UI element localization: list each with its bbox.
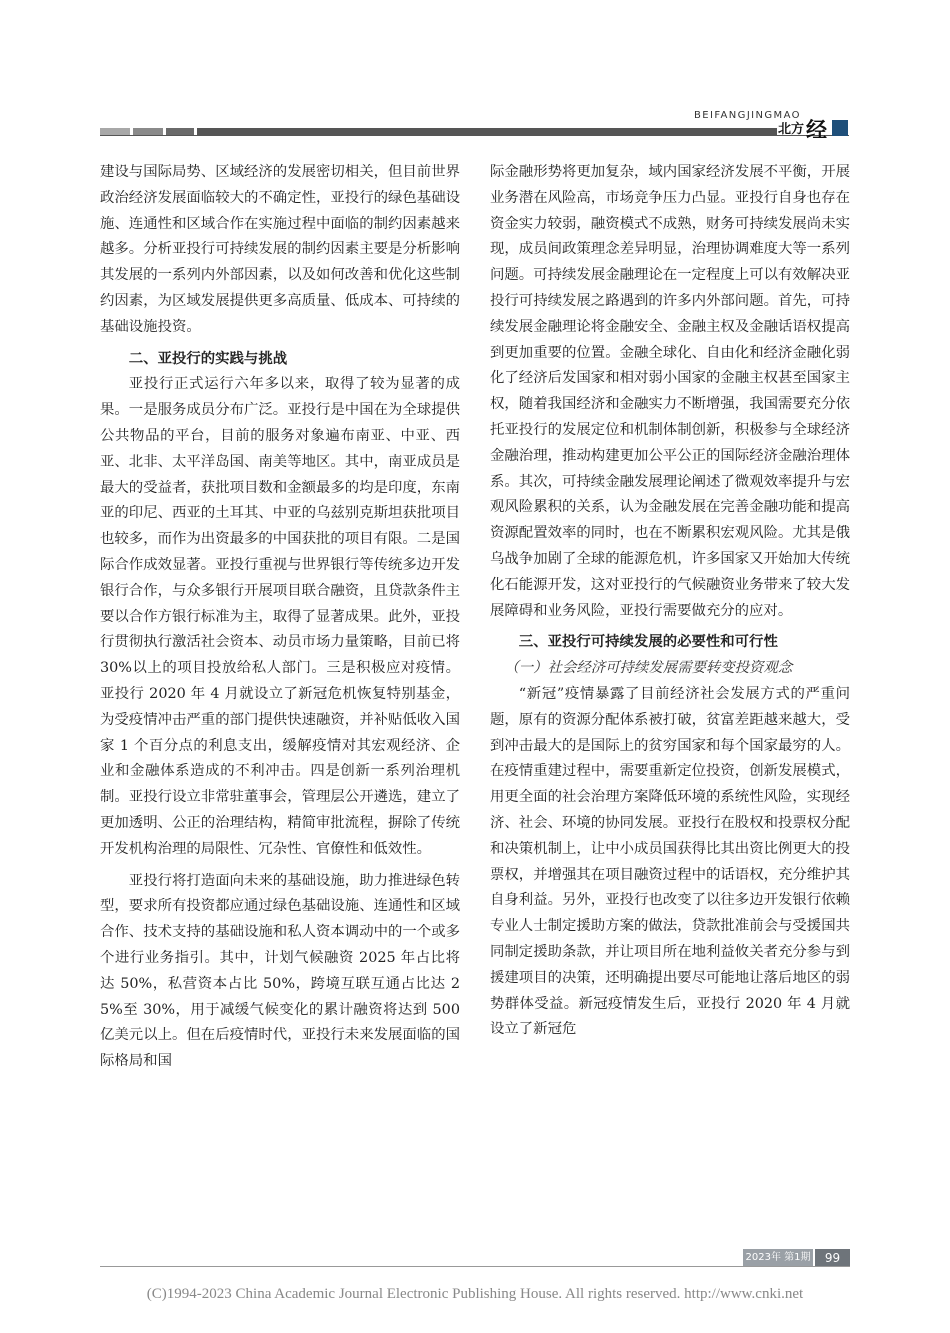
- journal-brand-big: 经: [806, 118, 827, 142]
- brand-square-icon: [832, 120, 848, 136]
- footer-rule: [100, 1266, 850, 1267]
- copyright-notice: (C)1994-2023 China Academic Journal Electronic Publishing House. All rights reserved. http://www.cnki.net: [146, 1286, 804, 1302]
- issue-badge: [743, 1249, 850, 1267]
- section-heading: 二、亚投行的实践与挑战: [128, 350, 288, 367]
- page-number: 99: [815, 1249, 850, 1267]
- paragraph: 际金融形势将更加复杂，域内国家经济发展不平衡，开展业务潜在风险高，市场竞争压力凸显。亚投行自身也存在资金实力较弱，融资模式不成熟，财务可持续发展尚未实现，成员间政策理念差异明显，治理协调难度大等一系列问题。可持续发展金融理论在一定程度上可以有效解决亚投行可持续发展之路遇到的许多内外部问题。首先，可持续发展金融理论将金融安全、金融主权及金融话语权提高到更加重要的位置。金融全球化、自由化和经济金融化弱化了经济后发国家和相对弱小国家的金融主权甚至国家主权，随着我国经济和金融实力不断增强，我国需要充分依托亚投行的发展定位和机制体制创新，积极参与全球经济金融治理，推动构建更加公平公正的国际经济金融治理体系。其次，可持续金融发展理论阐述了微观效率提升与宏观风险累积的关系，认为金融发展在完善金融功能和提高资源配置效率的同时，也在不断累积宏观风险。尤其是俄乌战争加剧了全球的能源危机，许多国家又开始加大传统化石能源开发，这对亚投行的气候融资业务带来了较大发展障碍和业务风险，亚投行需要做充分的应对。: [490, 164, 850, 619]
- journal-brand-small: 北方: [778, 122, 805, 137]
- paragraph: “新冠”疫情暴露了目前经济社会发展方式的严重问题，原有的资源分配体系被打破，贫富差距越来越大，受到冲击最大的是国际上的贫穷国家和每个国家最穷的人。在疫情重建过程中，需要重新定位投资，创新发展模式，用更全面的社会治理方案降低环境的系统性风险，实现经济、社会、环境的协同发展。亚投行在股权和投票权分配和决策机制上，让中小成员国获得比其出资比例更大的投票权，并增强其在项目融资过程中的话语权，充分维护其自身利益。另外，亚投行也改变了以往多边开发银行依赖专业人士制定援助方案的做法，贷款批准前会与受援国共同制定援助条款，并让项目所在地利益攸关者充分参与到援建项目的决策，还明确提出要尽可能地让落后地区的弱势群体受益。新冠疫情发生后，亚投行 2020 年 4 月就设立了新冠危: [490, 685, 850, 1038]
- left-column: [100, 160, 460, 1075]
- issue-label: 2023年 第1期: [743, 1249, 813, 1267]
- paragraph: 亚投行将打造面向未来的基础设施，助力推进绿色转型，要求所有投资都应通过绿色基础设施、连通性和区域合作、技术支持的基础设施和私人资本调动中的一个或多个进行业务指引。其中，计划气候融资 2025 年占比将达 50%，私营资本占比 50%，跨境互联互通占比达 25%至 30%，用于减缓气候变化的累计融资将达到 500 亿美元以上。但在后疫情时代，亚投行未来发展面临的国际格局和国: [100, 872, 460, 1070]
- right-column: [490, 160, 850, 1043]
- paragraph: 亚投行正式运行六年多以来，取得了较为显著的成果。一是服务成员分布广泛。亚投行是中国在为全球提供公共物品的平台，目前的服务对象遍布南亚、中亚、西亚、北非、太平洋岛国、南美等地区。其中，南亚成员是最大的受益者，获批项目数和金额最多的均是印度，东南亚的印尼、西亚的土耳其、中亚的乌兹别克斯坦获批项目也较多，而作为出资最多的中国获批的项目有限。二是国际合作成效显著。亚投行重视与世界银行等传统多边开发银行合作，与众多银行开展项目联合融资，且贷款条件主要以合作方银行标准为主，取得了显著成果。此外，亚投行贯彻执行激活社会资本、动员市场力量策略，目前已将 30%以上的项目投放给私人部门。三是积极应对疫情。亚投行 2020 年 4 月就设立了新冠危机恢复特别基金，为受疫情冲击严重的部门提供快速融资，并补贴低收入国家 1 个百分点的利息支出，缓解疫情对其宏观经济、企业和金融体系造成的不利冲击。四是创新一系列治理机制。亚投行设立非常驻董事会，管理层公开遴选，建立了更加透明、公正的治理结构，精简审批流程，摒除了传统开发机构治理的局限性、冗杂性、官僚性和低效性。: [100, 376, 460, 857]
- subsection-heading: （一）社会经济可持续发展需要转变投资观念: [504, 660, 793, 677]
- header-rule: [100, 135, 849, 136]
- paragraph: 建设与国际局势、区域经济的发展密切相关，但目前世界政治经济发展面临较大的不确定性，亚投行的绿色基础设施、连通性和区域合作在实施过程中面临的制约因素越来越多。分析亚投行可持续发展的制约因素主要是分析影响其发展的一系列内外部因素，以及如何改善和优化这些制约因素，为区域发展提供更多高质量、低成本、可持续的基础设施投资。: [100, 164, 460, 335]
- section-heading: 三、亚投行可持续发展的必要性和可行性: [518, 634, 778, 651]
- journal-name-latin: BEIFANGJINGMAO: [694, 110, 801, 121]
